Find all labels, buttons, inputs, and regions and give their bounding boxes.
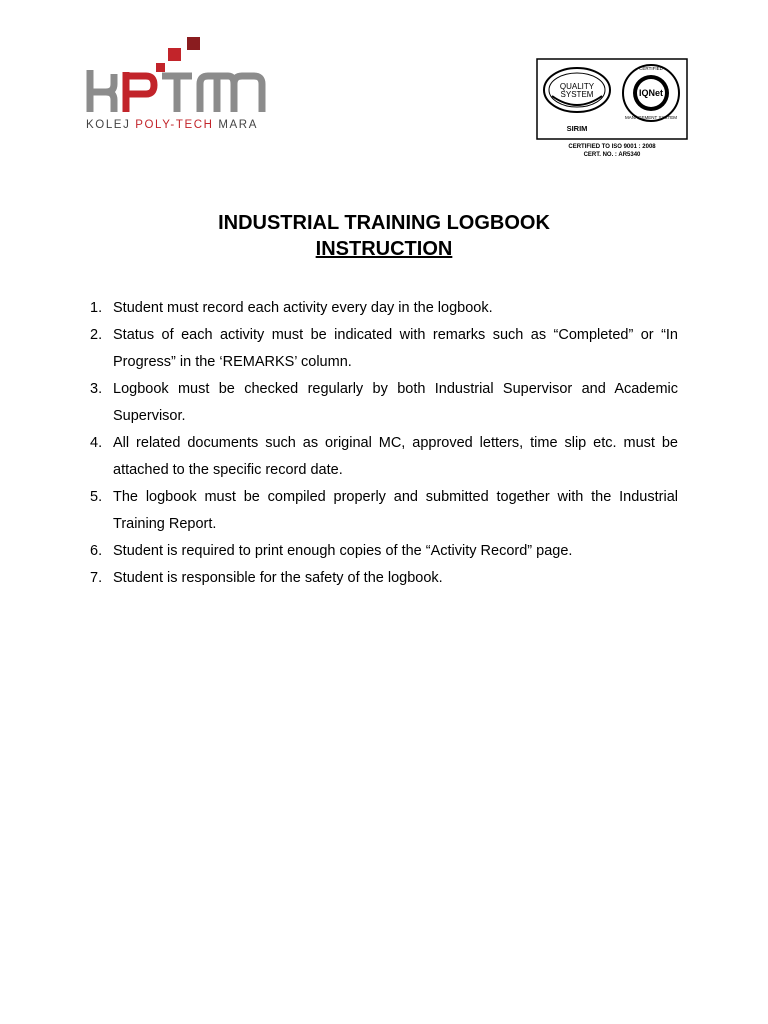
document-title — [0, 210, 768, 262]
svg-text:IQNet: IQNet — [638, 88, 664, 98]
list-item-number: 3. — [90, 381, 103, 397]
iqnet-logo — [623, 65, 679, 121]
logo-letter-t — [162, 76, 192, 112]
list-item-text: Student must record each activity every day in the logbook. — [113, 300, 493, 316]
svg-text:CERTIFIED: CERTIFIED — [639, 66, 663, 71]
list-item-number: 2. — [90, 327, 103, 343]
kptm-logo — [84, 36, 270, 136]
cert-iso-line: CERTIFIED TO ISO 9001 : 2008 — [568, 144, 656, 150]
instruction-list — [86, 295, 678, 592]
title-main: INDUSTRIAL TRAINING LOGBOOK — [218, 212, 550, 234]
list-item — [86, 322, 678, 376]
list-item-number: 4. — [90, 435, 103, 451]
list-item — [86, 484, 678, 538]
logo-letter-m — [200, 76, 262, 112]
list-item-text: Status of each activity must be indicated with remarks such as “Completed” or “In Progress” in the ‘REMARKS’ column. — [113, 327, 678, 370]
logo-letter-p — [126, 72, 154, 112]
svg-text:MANAGEMENT SYSTEM: MANAGEMENT SYSTEM — [625, 115, 677, 120]
list-item — [86, 538, 678, 565]
cert-number-line: CERT. NO. : AR5340 — [583, 152, 641, 158]
list-item-text: Logbook must be checked regularly by both Industrial Supervisor and Academic Supervisor. — [113, 381, 678, 424]
list-item-text: All related documents such as original MC, approved letters, time slip etc. must be attached to the specific record date. — [113, 435, 678, 478]
logo-square-small — [156, 63, 165, 72]
svg-text:SIRIM: SIRIM — [566, 124, 588, 133]
list-item-number: 1. — [90, 300, 103, 316]
logo-square-red — [168, 48, 181, 61]
svg-text:SYSTEM: SYSTEM — [560, 90, 594, 99]
list-item-number: 5. — [90, 489, 103, 505]
svg-text:QUALITY: QUALITY — [559, 82, 595, 91]
list-item-number: 7. — [90, 570, 103, 586]
iso-certification-badge — [532, 58, 690, 160]
list-item — [86, 295, 678, 322]
list-item — [86, 376, 678, 430]
logo-letter-k — [90, 70, 114, 112]
list-item-text: Student is responsible for the safety of the logbook. — [113, 570, 443, 586]
list-item — [86, 430, 678, 484]
list-item-text: Student is required to print enough copies of the “Activity Record” page. — [113, 543, 573, 559]
title-instruction: INSTRUCTION — [315, 238, 453, 260]
list-item — [86, 565, 678, 592]
list-item-text: The logbook must be compiled properly and submitted together with the Industrial Training Report. — [113, 489, 678, 532]
list-item-number: 6. — [90, 543, 103, 559]
logo-tagline: KOLEJ POLY-TECH MARA — [86, 119, 258, 131]
logo-square-dark — [187, 37, 200, 50]
